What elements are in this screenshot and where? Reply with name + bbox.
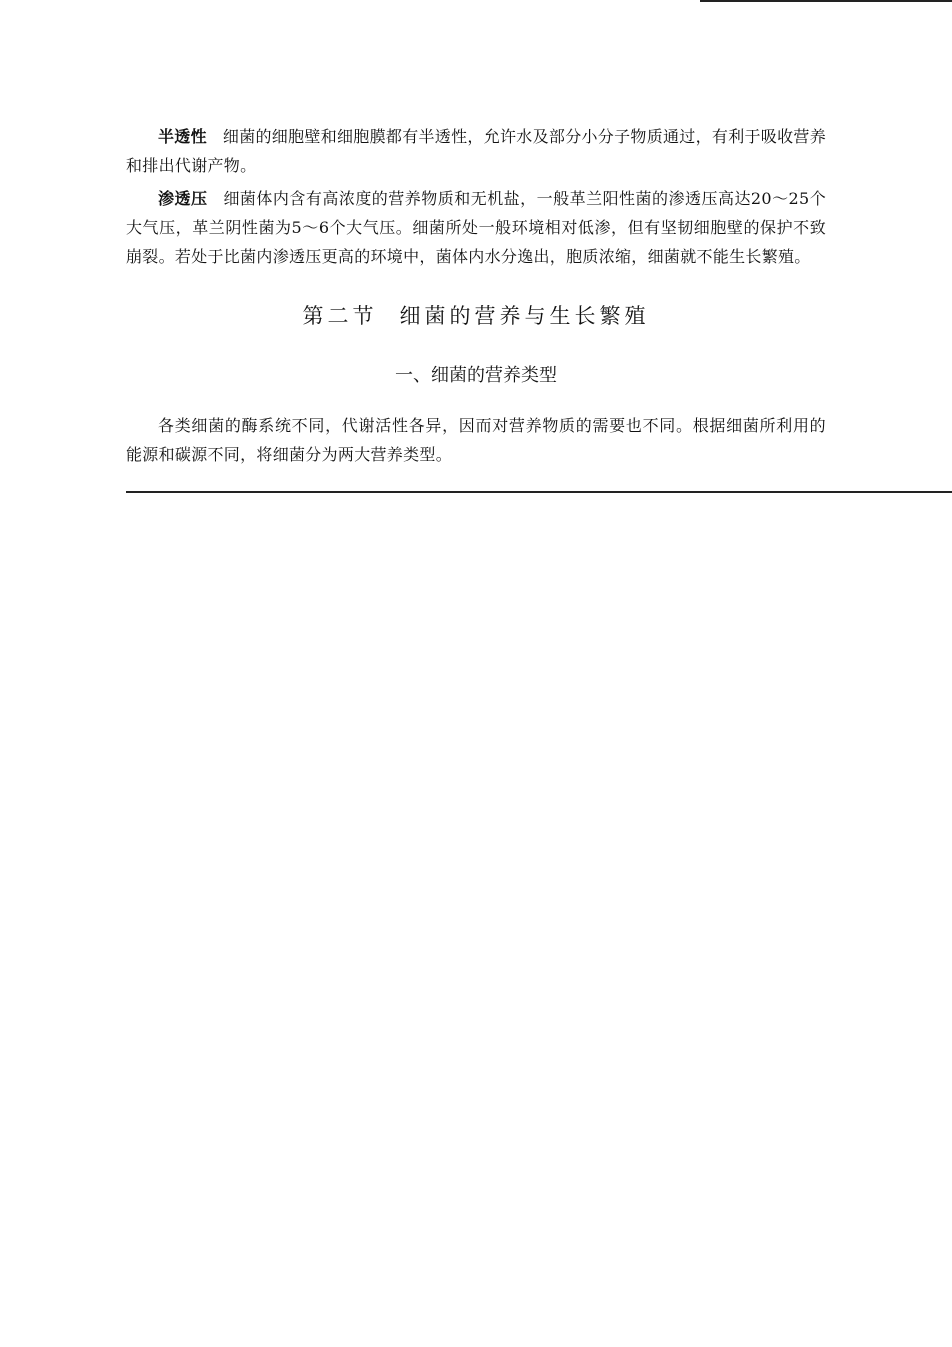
- paragraph-semipermeability: [126, 122, 826, 180]
- section-title: 细菌的营养与生长繁殖: [399, 304, 650, 328]
- paragraph-nutrition-types: 各类细菌的酶系统不同，代谢活性各异，因而对营养物质的需要也不同。根据细菌所利用的能源和碳源不同，将细菌分为两大营养类型。: [126, 416, 826, 464]
- blank-page-area: [0, 493, 952, 1347]
- term-osmotic-pressure: 渗透压: [158, 189, 208, 208]
- top-edge-rule: [700, 0, 952, 2]
- nutrition-paragraph-clip: [126, 411, 826, 464]
- subsection-heading: 一、细菌的营养类型: [395, 365, 557, 386]
- paragraph-semipermeability-text: 细菌的细胞壁和细胞膜都有半透性，允许水及部分小分子物质通过，有利于吸收营养和排出代谢产物。: [126, 127, 827, 175]
- section-number: 第二节: [302, 304, 378, 328]
- paragraph-osmotic-pressure-text: 细菌体内含有高浓度的营养物质和无机盐，一般革兰阳性菌的渗透压高达20～25个大气压，革兰阴性菌为5～6个大气压。细菌所处一般环境相对低渗，但有坚韧细胞壁的保护不致崩裂。若处于比菌内渗透压更高的环境中，菌体内水分逸出，胞质浓缩，细菌就不能生长繁殖。: [126, 189, 826, 266]
- term-semipermeability: 半透性: [158, 127, 207, 146]
- section-heading: [126, 298, 826, 334]
- page-body: [126, 122, 827, 464]
- paragraph-osmotic-pressure: [126, 184, 826, 271]
